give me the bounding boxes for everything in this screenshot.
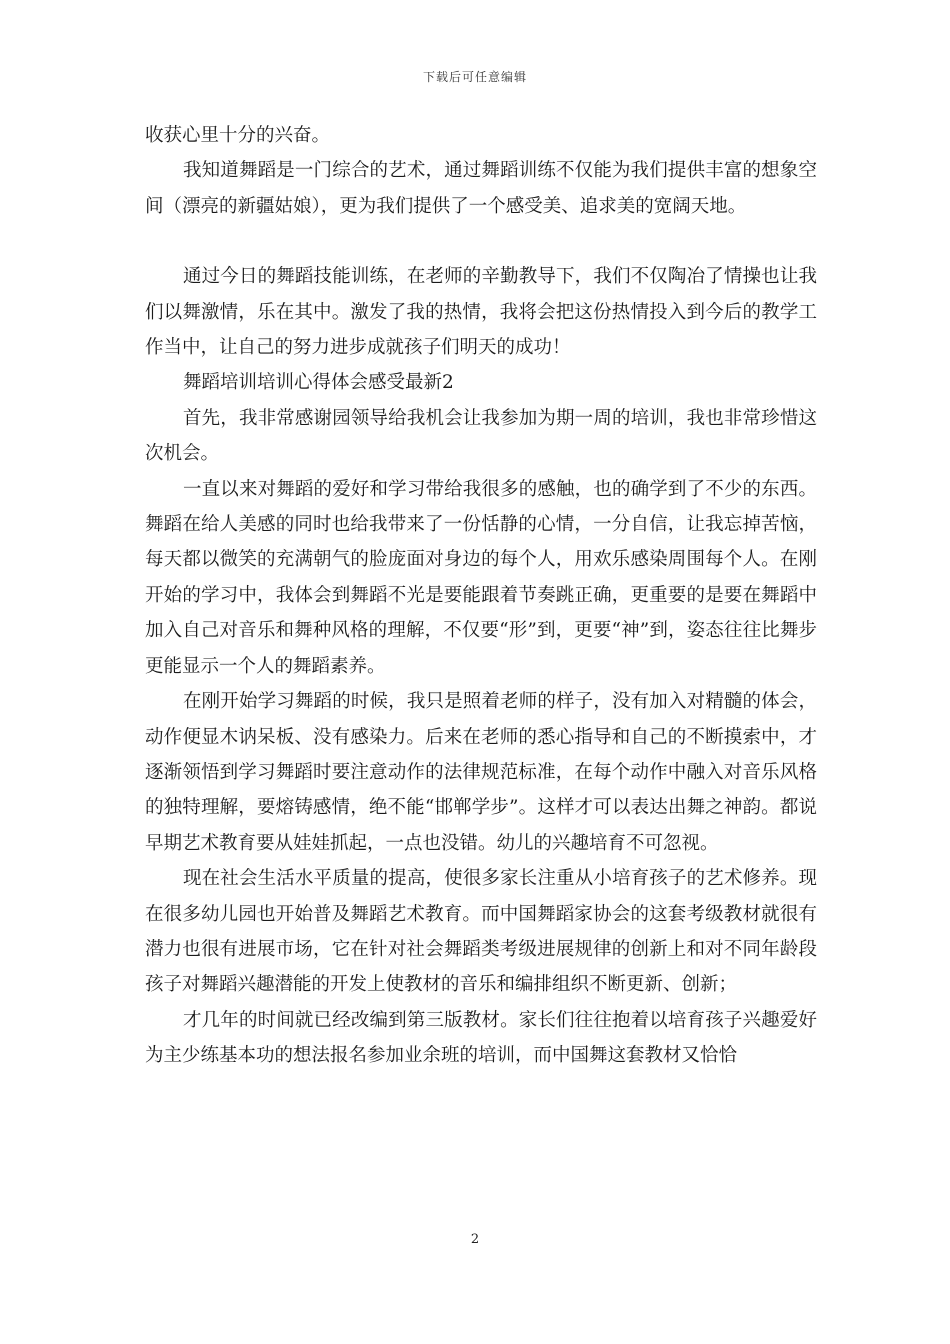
paragraph-8: 才几年的时间就已经改编到第三版教材。家长们往往抱着以培育孩子兴趣爱好为主少练基本功的想法报名参加业余班的培训，而中国舞这套教材又恰恰 — [145, 1009, 817, 1067]
paragraph-4: 首先，我非常感谢园领导给我机会让我参加为期一周的培训，我也非常珍惜这次机会。 — [145, 407, 817, 465]
blank-line — [145, 224, 817, 259]
paragraph-6: 在刚开始学习舞蹈的时候，我只是照着老师的样子，没有加入对精髓的体会，动作便显木讷呆板、没有感染力。后来在老师的悉心指导和自己的不断摸索中，才逐渐领悟到学习舞蹈时要注意动作的法律规范标准，在每个动作中融入对音乐风格的独特理解，要熔铸感情，绝不能“邯郸学步”。这样才可以表达出舞之神韵。都说早期艺术教育要从娃娃抓起，一点也没错。幼儿的兴趣培育不可忽视。 — [145, 691, 817, 854]
paragraph-3: 通过今日的舞蹈技能训练，在老师的辛勤教导下，我们不仅陶冶了情操也让我们以舞激情，乐在其中。激发了我的热情，我将会把这份热情投入到今后的教学工作当中，让自己的努力进步成就孩子们明天的成功！ — [145, 266, 817, 359]
paragraph-2: 我知道舞蹈是一门综合的艺术，通过舞蹈训练不仅能为我们提供丰富的想象空间（漂亮的新疆姑娘），更为我们提供了一个感受美、追求美的宽阔天地。 — [145, 160, 817, 217]
section-title: 舞蹈培训培训心得体会感受最新2 — [183, 372, 454, 394]
page-header: 下载后可任意编辑 — [422, 70, 527, 84]
paragraph-5: 一直以来对舞蹈的爱好和学习带给我很多的感触，也的确学到了不少的东西。舞蹈在给人美感的同时也给我带来了一份恬静的心情，一分自信，让我忘掉苦恼，每天都以微笑的充满朝气的脸庞面对身边的每个人，用欢乐感染周围每个人。在刚开始的学习中，我体会到舞蹈不光是要能跟着节奏跳正确，更重要的是要在舞蹈中加入自己对音乐和舞种风格的理解，不仅要“形”到，更要“神”到，姿态往往比舞步更能显示一个人的舞蹈素养。 — [145, 478, 817, 677]
paragraph-7: 现在社会生活水平质量的提高，使很多家长注重从小培育孩子的艺术修养。现在很多幼儿园也开始普及舞蹈艺术教育。而中国舞蹈家协会的这套考级教材就很有潜力也很有进展市场，它在针对社会舞蹈类考级进展规律的创新上和对不同年龄段孩子对舞蹈兴趣潜能的开发上使教材的音乐和编排组织不断更新、创新； — [145, 868, 817, 996]
page-number: 2 — [470, 1232, 480, 1247]
document-body — [145, 118, 817, 1074]
paragraph-1: 收获心里十分的兴奋。 — [145, 125, 331, 146]
